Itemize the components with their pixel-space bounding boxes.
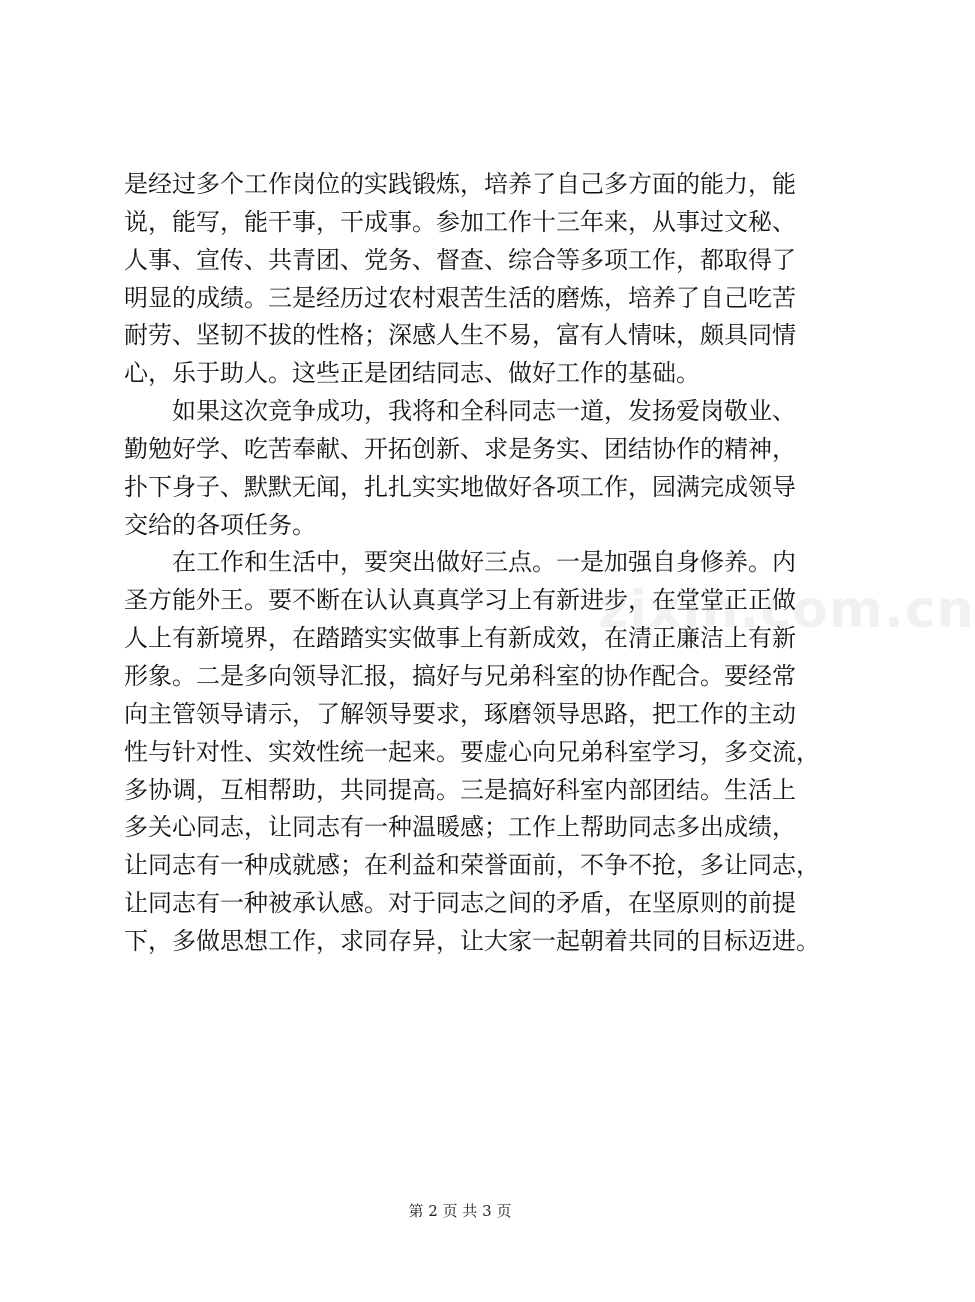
text-line: 性与针对性、实效性统一起来。要虚心向兄弟科室学习，多交流， <box>124 737 820 766</box>
text-line: 人上有新境界，在踏踏实实做事上有新成效，在清正廉洁上有新 <box>124 624 796 653</box>
text-line: 向主管领导请示，了解领导要求，琢磨领导思路，把工作的主动 <box>124 699 796 728</box>
text-line: 人事、宣传、共青团、党务、督查、综合等多项工作，都取得了 <box>124 245 796 274</box>
text-line: 下，多做思想工作，求同存异，让大家一起朝着共同的目标迈进。 <box>124 926 820 955</box>
text-line: 心，乐于助人。这些正是团结同志、做好工作的基础。 <box>124 359 700 388</box>
text-line: 明显的成绩。三是经历过农村艰苦生活的磨炼，培养了自己吃苦 <box>124 283 796 312</box>
text-line: 形象。二是多向领导汇报，搞好与兄弟科室的协作配合。要经常 <box>124 661 796 690</box>
text-line: 勤勉好学、吃苦奉献、开拓创新、求是务实、团结协作的精神， <box>124 434 796 463</box>
page-footer-pagination: 第 2 页 共 3 页 <box>408 1202 512 1220</box>
text-line: 让同志有一种成就感；在利益和荣誉面前，不争不抢，多让同志， <box>124 851 820 880</box>
watermark: zixin.com.cn <box>598 580 975 640</box>
text-line: 让同志有一种被承认感。对于同志之间的矛盾，在坚原则的前提 <box>124 889 796 918</box>
text-line: 多协调，互相帮助，共同提高。三是搞好科室内部团结。生活上 <box>124 775 796 804</box>
paragraph-start-line: 在工作和生活中，要突出做好三点。一是加强自身修养。内 <box>172 548 796 577</box>
paragraph-start-line: 如果这次竞争成功，我将和全科同志一道，发扬爱岗敬业、 <box>172 397 796 426</box>
text-line: 交给的各项任务。 <box>124 510 316 539</box>
document-body <box>124 166 820 961</box>
text-line: 耐劳、坚韧不拔的性格；深感人生不易，富有人情味，颇具同情 <box>124 321 796 350</box>
text-line: 多关心同志，让同志有一种温暖感；工作上帮助同志多出成绩， <box>124 813 796 842</box>
text-line: 说，能写，能干事，干成事。参加工作十三年来，从事过文秘、 <box>124 207 796 236</box>
text-line: 是经过多个工作岗位的实践锻炼，培养了自己多方面的能力，能 <box>124 170 796 198</box>
text-line: 圣方能外王。要不断在认认真真学习上有新进步，在堂堂正正做 <box>124 586 796 615</box>
text-line: 扑下身子、默默无闻，扎扎实实地做好各项工作，园满完成领导 <box>124 472 796 501</box>
